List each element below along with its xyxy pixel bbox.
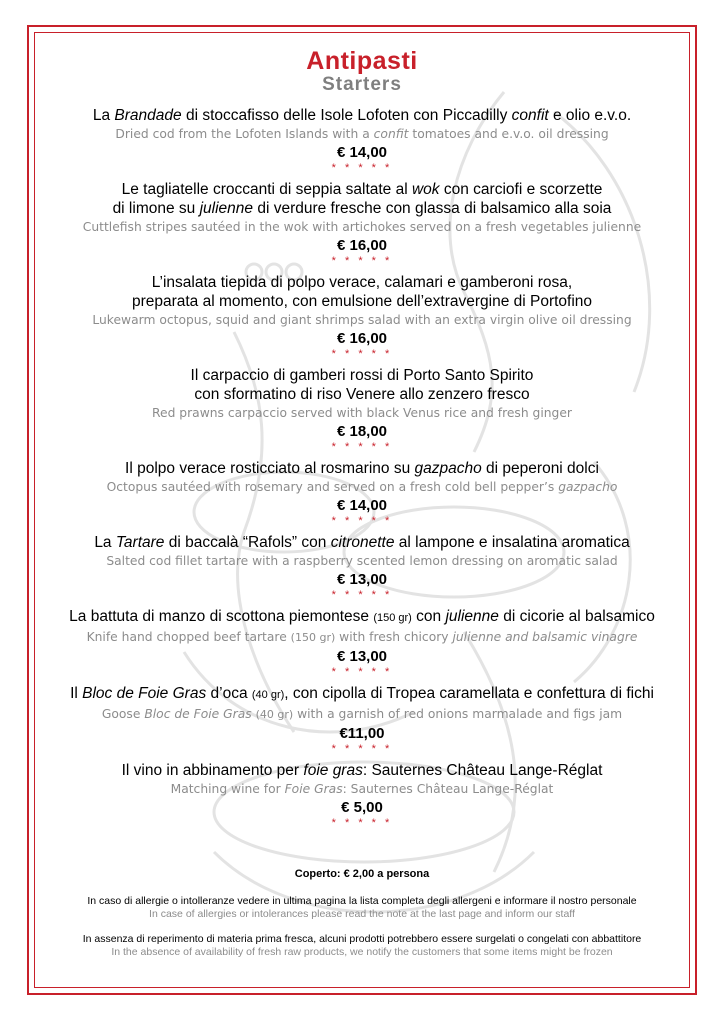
- dish-name-it: La Tartare di baccalà “Rafols” con citronette al lampone e insalatina aromatica: [94, 534, 630, 551]
- separator-stars: * * * * *: [331, 162, 393, 174]
- separator-stars: * * * * *: [331, 589, 393, 601]
- separator-stars: * * * * *: [331, 348, 393, 360]
- allergy-note-it: In caso di allergie o intolleranze vedere in ultima pagina la lista completa degli allergeni e informare il nostro personale: [87, 895, 637, 907]
- frozen-note-it: In assenza di reperimento di materia prima fresca, alcuni prodotti potrebbero essere surgelati o congelati con abbattitore: [82, 933, 642, 945]
- dish-item: [40, 533, 684, 601]
- dish-name-en: Octopus sautéed with rosemary and served on a fresh cold bell pepper’s gazpacho: [106, 480, 618, 494]
- page-title: Antipasti: [306, 47, 418, 75]
- dish-item: [40, 180, 684, 267]
- dish-item: [40, 106, 684, 174]
- dish-item: [40, 459, 684, 527]
- separator-stars: * * * * *: [331, 817, 393, 829]
- dish-list: [40, 106, 684, 829]
- dish-name-it: La battuta di manzo di scottona piemontese (150 gr) con julienne di cicorie al balsamico: [69, 608, 655, 625]
- dish-name-it: di limone su julienne di verdure fresche con glassa di balsamico alla soia: [112, 200, 612, 217]
- dish-name-en: Cuttlefish stripes sautéed in the wok with artichokes served on a fresh vegetables julienne: [82, 220, 642, 234]
- separator-stars: * * * * *: [331, 515, 393, 527]
- dish-name-it: La Brandade di stoccafisso delle Isole Lofoten con Piccadilly confit e olio e.v.o.: [92, 107, 632, 124]
- dish-price: € 13,00: [336, 571, 388, 588]
- dish-item: [40, 761, 684, 829]
- dish-item: [40, 684, 684, 755]
- dish-name-en: Goose Bloc de Foie Gras (40 gr) with a garnish of red onions marmalade and figs jam: [101, 707, 623, 721]
- dish-name-it: con sformatino di riso Venere allo zenzero fresco: [194, 386, 530, 403]
- separator-stars: * * * * *: [331, 666, 393, 678]
- menu-content: [40, 48, 684, 835]
- dish-price: € 14,00: [336, 497, 388, 514]
- dish-price: €11,00: [339, 725, 385, 742]
- page-subtitle: Starters: [322, 74, 402, 95]
- dish-price: € 16,00: [336, 330, 388, 347]
- cover-charge: Coperto: € 2,00 a persona: [294, 868, 430, 880]
- separator-stars: * * * * *: [331, 743, 393, 755]
- dish-name-en: Lukewarm octopus, squid and giant shrimps salad with an extra virgin olive oil dressing: [92, 313, 632, 327]
- dish-name-it: Il polpo verace rosticciato al rosmarino su gazpacho di peperoni dolci: [125, 460, 599, 477]
- dish-name-en: Dried cod from the Lofoten Islands with a confit tomatoes and e.v.o. oil dressing: [115, 127, 609, 141]
- dish-name-en: Red prawns carpaccio served with black Venus rice and fresh ginger: [152, 406, 572, 420]
- dish-name-en: Salted cod fillet tartare with a raspberry scented lemon dressing on aromatic salad: [106, 554, 618, 568]
- separator-stars: * * * * *: [331, 441, 393, 453]
- frozen-note: [40, 933, 684, 959]
- allergy-note-en: In case of allergies or intolerances please read the note at the last page and inform our staff: [149, 908, 575, 920]
- dish-item: [40, 366, 684, 453]
- dish-name-it: Il carpaccio di gamberi rossi di Porto Santo Spirito: [190, 367, 534, 384]
- dish-name-it: Il Bloc de Foie Gras d’oca (40 gr), con cipolla di Tropea caramellata e confettura di fichi: [70, 685, 654, 702]
- dish-price: € 16,00: [336, 237, 388, 254]
- dish-name-it: L’insalata tiepida di polpo verace, calamari e gamberoni rosa,: [151, 274, 573, 291]
- frozen-note-en: In the absence of availability of fresh raw products, we notify the customers that some items might be frozen: [111, 946, 613, 958]
- separator-stars: * * * * *: [331, 255, 393, 267]
- dish-price: € 13,00: [336, 648, 388, 665]
- dish-price: € 18,00: [336, 423, 388, 440]
- dish-name-it: Il vino in abbinamento per foie gras: Sauternes Château Lange-Réglat: [121, 762, 603, 779]
- dish-name-it: preparata al momento, con emulsione dell’extravergine di Portofino: [131, 293, 593, 310]
- dish-name-it: Le tagliatelle croccanti di seppia saltate al wok con carciofi e scorzette: [121, 181, 603, 198]
- dish-name-en: Matching wine for Foie Gras: Sauternes Château Lange-Réglat: [170, 782, 554, 796]
- dish-price: € 5,00: [341, 799, 383, 816]
- dish-name-en: Knife hand chopped beef tartare (150 gr) with fresh chicory julienne and balsamic vinagre: [86, 630, 638, 644]
- allergy-note: [40, 895, 684, 921]
- dish-item: [40, 273, 684, 360]
- dish-item: [40, 607, 684, 678]
- dish-price: € 14,00: [336, 144, 388, 161]
